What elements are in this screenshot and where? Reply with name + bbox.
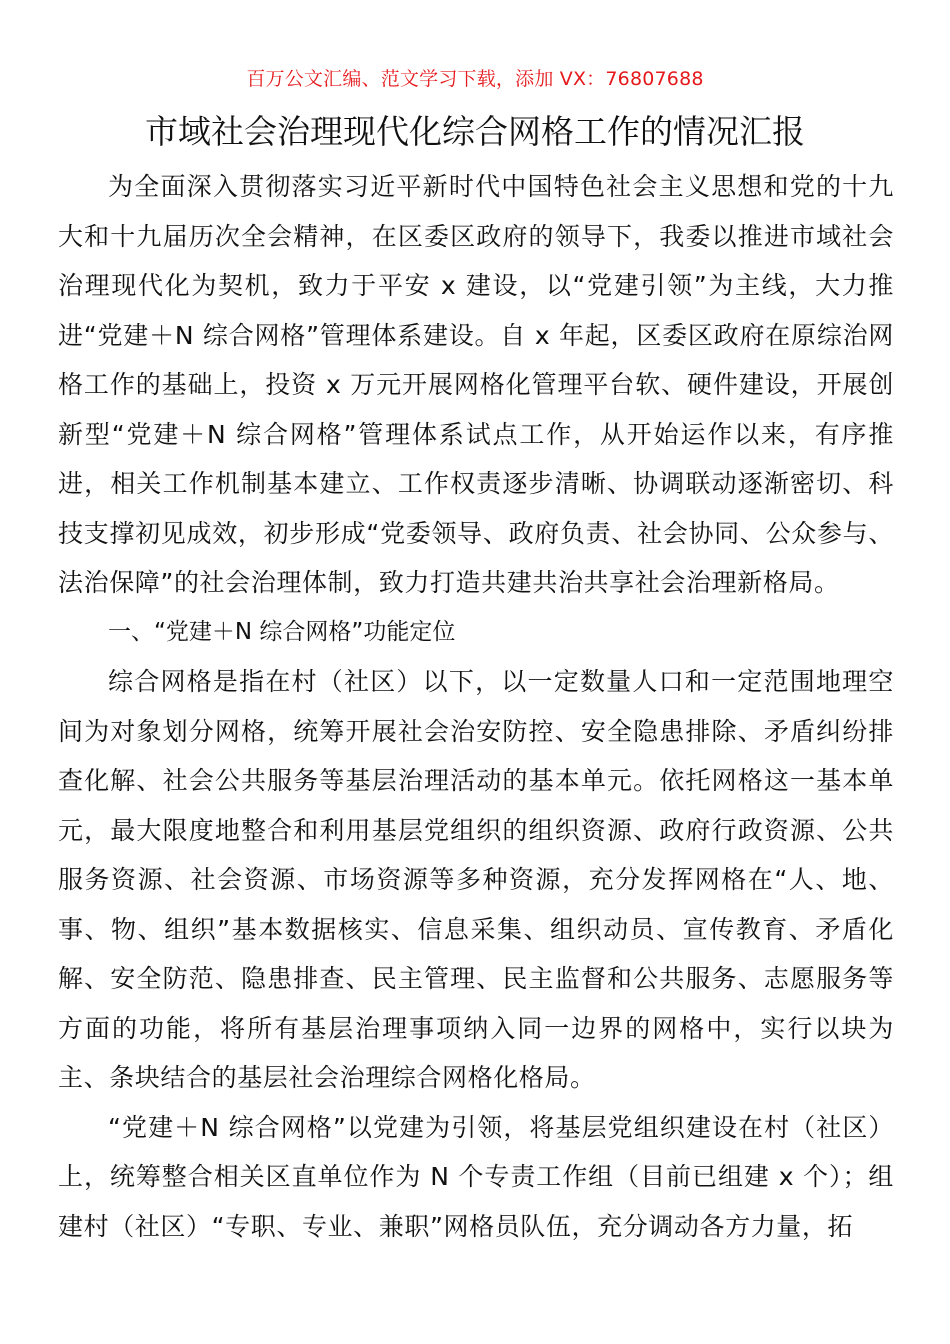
section-heading-1: 一、“党建＋N 综合网格”功能定位 — [108, 618, 456, 645]
paragraph-party-building: “党建＋N 综合网格”以党建为引领，将基层党组织建设在村（社区）上，统筹整合相关区直单位作为 N 个专责工作组（目前已组建 x 个）；组建村（社区）“专职、专业、兼职”网格员队伍，充分调动各方力量，拓 — [58, 1112, 894, 1241]
document-title: 市域社会治理现代化综合网格工作的情况汇报 — [145, 112, 805, 151]
paragraph-intro: 为全面深入贯彻落实习近平新时代中国特色社会主义思想和党的十九大和十九届历次全会精神，在区委区政府的领导下，我委以推进市域社会治理现代化为契机，致力于平安 x 建设，以“党建引领”为主线，大力推进“党建＋N 综合网格”管理体系建设。自 x 年起，区委区政府在原综治网格工作的基础上，投资 x 万元开展网格化管理平台软、硬件建设，开展创新型“党建＋N 综合网格”管理体系试点工作，从开始运作以来，有序推进，相关工作机制基本建立、工作权责逐步清晰、协调联动逐渐密切、科技支撑初见成效，初步形成“党委领导、政府负责、社会协同、公众参与、法治保障”的社会治理体制，致力打造共建共治共享社会治理新格局。 — [58, 172, 894, 597]
paragraph-grid-definition: 综合网格是指在村（社区）以下，以一定数量人口和一定范围地理空间为对象划分网格，统筹开展社会治安防控、安全隐患排除、矛盾纠纷排查化解、社会公共服务等基层治理活动的基本单元。依托网格这一基本单元，最大限度地整合和利用基层党组织的组织资源、政府行政资源、公共服务资源、社会资源、市场资源等多种资源，充分发挥网格在“人、地、事、物、组织”基本数据核实、信息采集、组织动员、宣传教育、矛盾化解、安全防范、隐患排查、民主管理、民主监督和公共服务、志愿服务等方面的功能，将所有基层治理事项纳入同一边界的网格中，实行以块为主、条块结合的基层社会治理综合网格化格局。 — [58, 667, 894, 1092]
document-body — [58, 162, 894, 1251]
header-ad-note: 百万公文汇编、范文学习下载，添加 VX：76807688 — [246, 68, 704, 90]
